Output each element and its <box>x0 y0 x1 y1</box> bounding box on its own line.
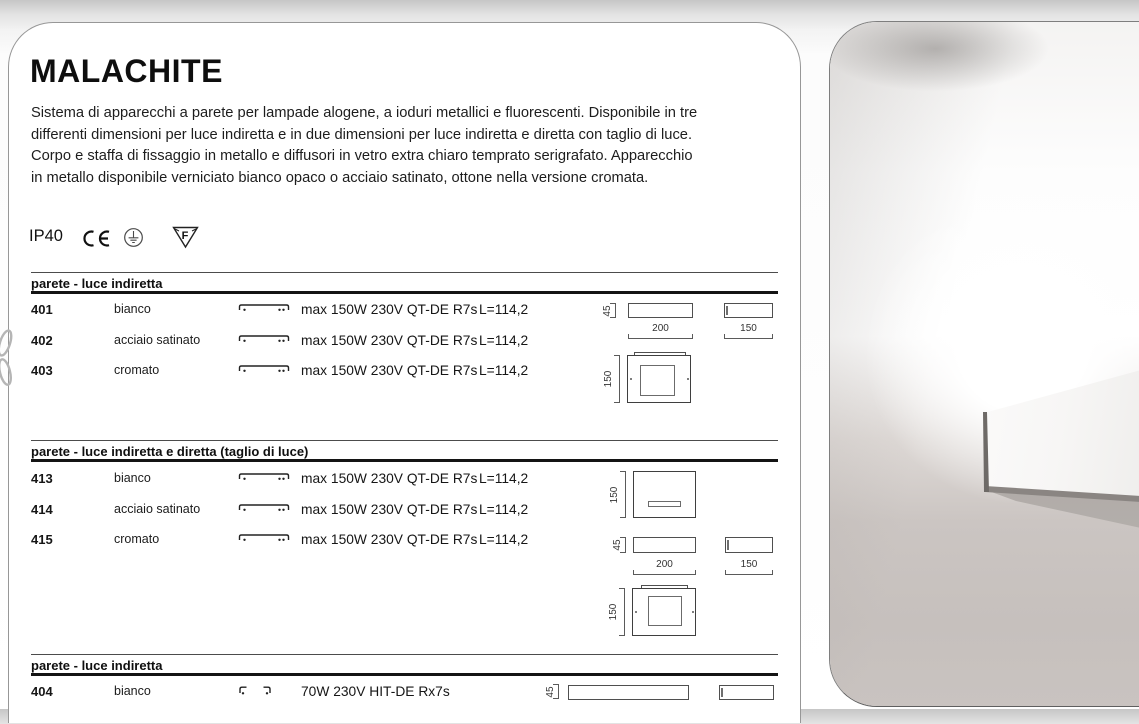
drawing-screw-dot <box>692 611 694 613</box>
length-spec: L=114,2 <box>479 302 529 317</box>
description-line: Sistema di apparecchi a parete per lampade alogene, a ioduri metallici e fluorescenti. Disponibile in tre <box>31 105 698 121</box>
product-code: 414 <box>31 501 53 517</box>
ce-mark-icon <box>81 230 111 247</box>
dimension-depth <box>724 324 773 339</box>
drawing-front-inner <box>648 596 682 626</box>
dimension-label: 150 <box>609 486 621 503</box>
lamp-spec: 70W 230V HIT-DE Rx7s <box>301 684 450 699</box>
ip-rating: IP40 <box>29 227 63 245</box>
finish-label: acciaio satinato <box>114 332 201 347</box>
drawing-notch <box>726 306 728 315</box>
dimension-height <box>613 537 626 553</box>
dimension-height <box>603 303 616 318</box>
section-heading: parete - luce indiretta <box>31 658 163 673</box>
drawing-front-view-top <box>633 471 696 518</box>
drawing-side-view <box>725 537 773 553</box>
section-rule <box>31 459 778 462</box>
lamp-spec: max 150W 230V QT-DE R7s <box>301 501 478 517</box>
product-code: 404 <box>31 684 53 699</box>
drawing-side-view <box>724 303 773 318</box>
section-divider <box>31 654 778 655</box>
drawing-top-view <box>568 685 689 700</box>
lamp-spec: max 150W 230V QT-DE R7s <box>301 471 478 486</box>
section-divider <box>31 272 778 273</box>
svg-text:F: F <box>181 230 189 242</box>
drawing-screw-dot <box>630 378 632 380</box>
section-heading: parete - luce indiretta <box>31 276 163 291</box>
dimension-label: 150 <box>740 323 757 334</box>
dimension-label: 150 <box>603 370 615 388</box>
product-code: 415 <box>31 532 53 547</box>
drawing-top-view <box>628 303 693 318</box>
dimension-width <box>633 560 696 575</box>
length-spec: L=114,2 <box>479 332 529 348</box>
length-spec: L=114,2 <box>479 471 529 486</box>
section-divider <box>31 440 778 441</box>
dimension-front-height <box>608 588 625 636</box>
description-line: differenti dimensioni per luce indiretta e in due dimensioni per luce indiretta e diretta con taglio di luce. <box>31 126 693 143</box>
dimension-depth <box>725 560 773 575</box>
drawing-screw-dot <box>635 611 637 613</box>
metal-halide-lamp-icon <box>238 684 272 696</box>
linear-halogen-lamp-icon <box>238 333 290 344</box>
dimension-front-height <box>609 471 626 518</box>
dimension-label: 45 <box>611 539 623 551</box>
section-rule <box>31 673 778 676</box>
product-code: 402 <box>31 332 53 348</box>
photo-lamp-shadow <box>830 22 1050 92</box>
section-heading: parete - luce indiretta e diretta (taglio di luce) <box>31 444 309 459</box>
dimension-label: 45 <box>601 304 613 317</box>
drawing-screw-dot <box>687 378 689 380</box>
dimension-label: 150 <box>740 559 758 570</box>
product-code: 413 <box>31 471 53 486</box>
f-mark-triangle-icon <box>172 226 199 249</box>
catalog-page <box>8 22 801 723</box>
linear-halogen-lamp-icon <box>238 471 290 482</box>
finish-label: cromato <box>114 532 160 546</box>
finish-label: bianco <box>114 471 151 485</box>
lamp-spec: max 150W 230V QT-DE R7s <box>301 302 478 317</box>
drawing-notch <box>727 540 729 550</box>
product-code: 403 <box>31 363 53 378</box>
linear-halogen-lamp-icon <box>238 302 290 313</box>
description-line: Corpo e staffa di fissaggio in metallo e diffusori in vetro extra chiaro temprato serigrafato. Apparecchio <box>31 148 693 165</box>
product-code: 401 <box>31 302 53 317</box>
photo-light-glow <box>830 22 1139 706</box>
finish-label: cromato <box>114 363 160 377</box>
dimension-label: 200 <box>656 559 673 570</box>
dimension-label: 45 <box>544 685 556 698</box>
lamp-spec: max 150W 230V QT-DE R7s <box>301 332 478 348</box>
drawing-notch <box>721 688 723 697</box>
drawing-side-view <box>719 685 774 700</box>
dimension-label: 200 <box>652 323 669 334</box>
finish-label: bianco <box>114 684 151 698</box>
description-line: in metallo disponibile verniciato bianco opaco o acciaio satinato, ottone nella versione cromata. <box>31 169 649 186</box>
length-spec: L=114,2 <box>479 532 529 547</box>
product-description <box>31 103 697 189</box>
drawing-front-inner <box>640 365 675 396</box>
dimension-label: 150 <box>608 603 620 621</box>
length-spec: L=114,2 <box>479 501 529 517</box>
length-spec: L=114,2 <box>479 363 529 378</box>
page-title: MALACHITE <box>30 53 223 89</box>
lamp-spec: max 150W 230V QT-DE R7s <box>301 532 478 547</box>
linear-halogen-lamp-icon <box>238 363 290 374</box>
linear-halogen-lamp-icon <box>238 532 290 543</box>
finish-label: acciaio satinato <box>114 501 201 516</box>
protection-class-ground-icon <box>123 227 144 248</box>
finish-label: bianco <box>114 302 151 316</box>
product-photo <box>829 21 1139 707</box>
dimension-width <box>628 324 693 339</box>
linear-halogen-lamp-icon <box>238 502 290 513</box>
lamp-spec: max 150W 230V QT-DE R7s <box>301 363 478 378</box>
dimension-height <box>546 684 559 699</box>
dimension-front-height <box>603 355 620 403</box>
drawing-light-slot <box>648 501 681 507</box>
drawing-top-view <box>633 537 696 553</box>
spiral-binding-icon <box>0 326 18 390</box>
section-rule <box>31 291 778 294</box>
